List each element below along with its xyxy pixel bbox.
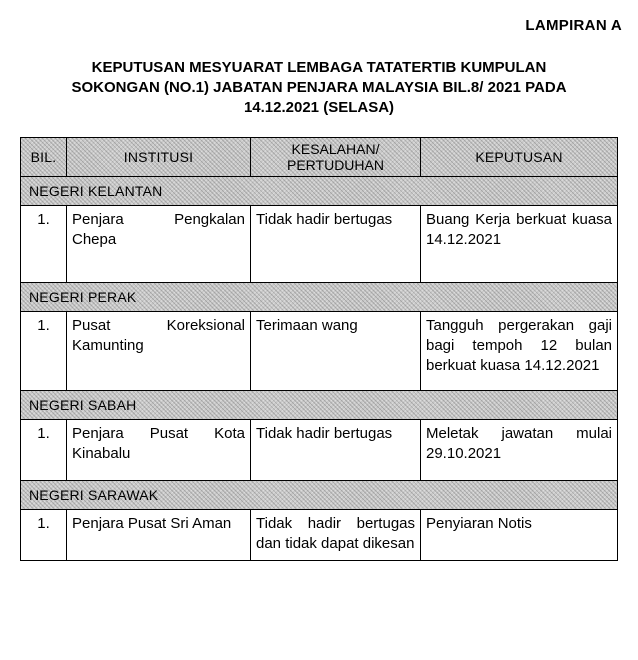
section-header [21, 283, 618, 312]
column-header-kesalahan-line2: PERTUDUHAN [287, 157, 384, 173]
cell-kesalahan: Tidak hadir bertugas dan tidak dapat dikesan [251, 510, 421, 561]
decision-table [20, 137, 618, 561]
column-header-keputusan: KEPUTUSAN [421, 138, 618, 177]
document-title [20, 58, 618, 118]
column-header-kesalahan-line1: KESALAHAN/ [291, 141, 380, 157]
table-row [21, 510, 618, 561]
table-row [21, 312, 618, 391]
title-line-2: SOKONGAN (NO.1) JABATAN PENJARA MALAYSIA BIL.8/ 2021 PADA [71, 79, 567, 96]
cell-keputusan: Meletak jawatan mulai 29.10.2021 [421, 420, 618, 481]
cell-institusi: Penjara Pusat Kota Kinabalu [67, 420, 251, 481]
cell-kesalahan: Tidak hadir bertugas [251, 206, 421, 283]
section-title: NEGERI PERAK [21, 283, 618, 312]
cell-bil: 1. [21, 510, 67, 561]
title-line-3: 14.12.2021 (SELASA) [243, 99, 395, 116]
section-header [21, 391, 618, 420]
column-header-bil: BIL. [21, 138, 67, 177]
cell-institusi: Penjara Pusat Sri Aman [67, 510, 251, 561]
section-header [21, 481, 618, 510]
section-title: NEGERI SABAH [21, 391, 618, 420]
cell-kesalahan: Tidak hadir bertugas [251, 420, 421, 481]
appendix-label: LAMPIRAN A [525, 17, 622, 34]
cell-kesalahan: Terimaan wang [251, 312, 421, 391]
title-line-1: KEPUTUSAN MESYUARAT LEMBAGA TATATERTIB KUMPULAN [91, 59, 547, 76]
cell-institusi: Pusat Koreksional Kamunting [67, 312, 251, 391]
section-title: NEGERI KELANTAN [21, 177, 618, 206]
section-title: NEGERI SARAWAK [21, 481, 618, 510]
cell-keputusan: Buang Kerja berkuat kuasa 14.12.2021 [421, 206, 618, 283]
cell-keputusan: Penyiaran Notis [421, 510, 618, 561]
cell-bil: 1. [21, 206, 67, 283]
column-header-kesalahan [251, 138, 421, 177]
section-header [21, 177, 618, 206]
cell-bil: 1. [21, 312, 67, 391]
cell-keputusan: Tangguh pergerakan gaji bagi tempoh 12 bulan berkuat kuasa 14.12.2021 [421, 312, 618, 391]
column-header-institusi: INSTITUSI [67, 138, 251, 177]
table-header-row [21, 138, 618, 177]
table-row [21, 420, 618, 481]
cell-bil: 1. [21, 420, 67, 481]
table-row [21, 206, 618, 283]
cell-institusi: Penjara Pengkalan Chepa [67, 206, 251, 283]
